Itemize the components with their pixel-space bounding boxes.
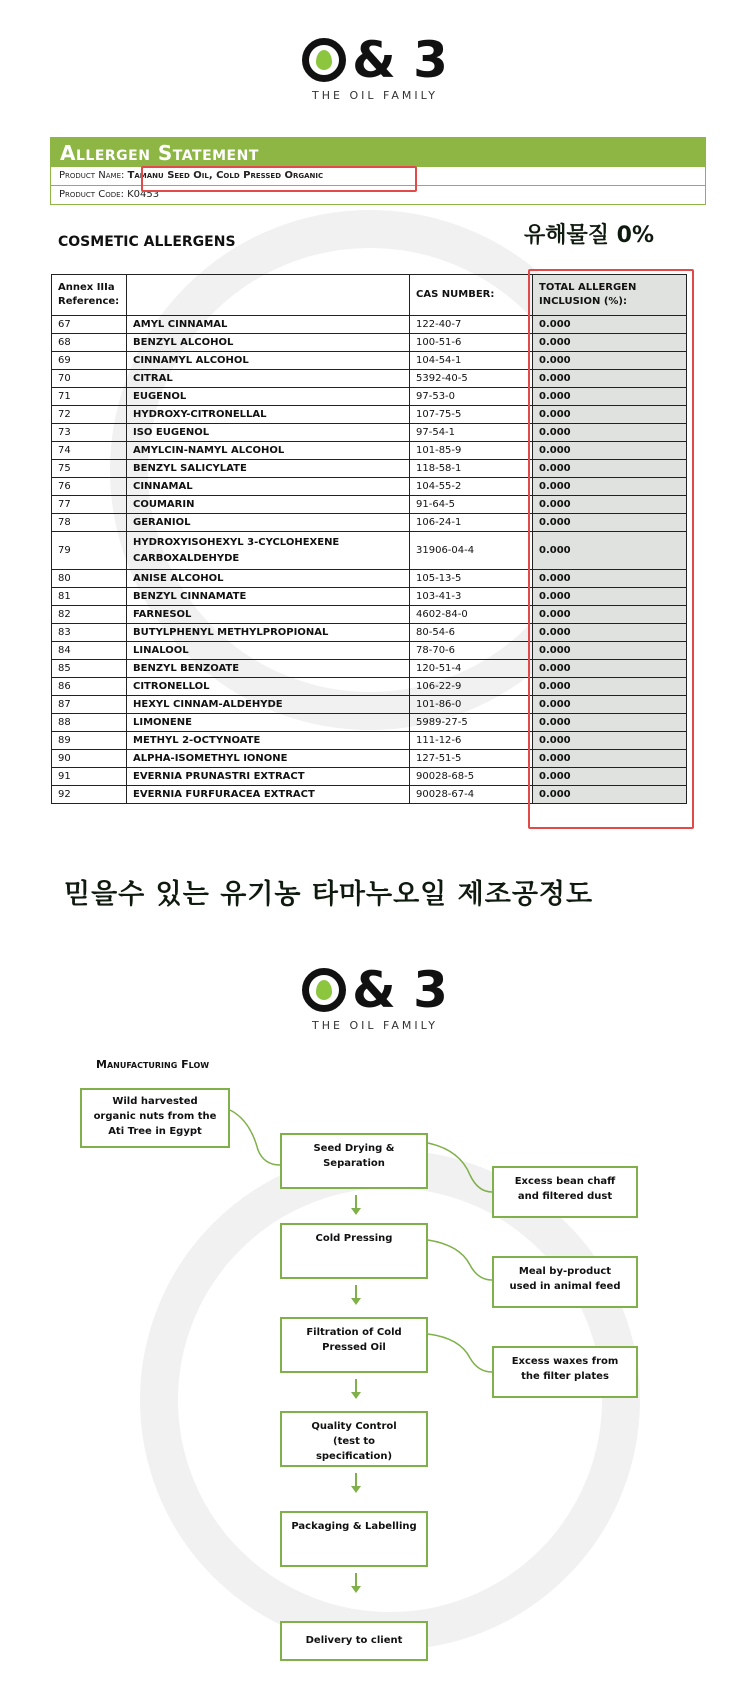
allergen-name-cell: LINALOOL	[127, 642, 410, 660]
inclusion-cell: 0.000	[533, 424, 687, 442]
allergen-name-cell: ALPHA-ISOMETHYL IONONE	[127, 750, 410, 768]
cas-number-cell: 97-54-1	[410, 424, 533, 442]
flow-byproduct-2: Meal by-product used in animal feed	[492, 1256, 638, 1308]
allergen-name-cell: BENZYL ALCOHOL	[127, 334, 410, 352]
product-name-label: Product Name:	[59, 170, 128, 181]
allergen-name-cell: METHYL 2-OCTYNOATE	[127, 732, 410, 750]
inclusion-cell: 0.000	[533, 678, 687, 696]
inclusion-cell: 0.000	[533, 588, 687, 606]
logo-text: & 3	[352, 31, 448, 89]
reference-cell: 79	[52, 532, 127, 570]
reference-cell: 82	[52, 606, 127, 624]
inclusion-cell: 0.000	[533, 768, 687, 786]
reference-cell: 87	[52, 696, 127, 714]
allergen-name-cell: EVERNIA PRUNASTRI EXTRACT	[127, 768, 410, 786]
reference-cell: 73	[52, 424, 127, 442]
allergen-name-cell: ANISE ALCOHOL	[127, 570, 410, 588]
allergen-name-cell: HEXYL CINNAM-ALDEHYDE	[127, 696, 410, 714]
logo-subtitle: THE OIL FAMILY	[312, 89, 438, 102]
cas-number-cell: 118-58-1	[410, 460, 533, 478]
cas-number-cell: 104-54-1	[410, 352, 533, 370]
flow-arrow-2	[355, 1285, 357, 1299]
reference-cell: 70	[52, 370, 127, 388]
reference-cell: 80	[52, 570, 127, 588]
allergen-name-cell: BENZYL BENZOATE	[127, 660, 410, 678]
product-name-value: Tamanu Seed Oil, Cold Pressed Organic	[127, 170, 324, 181]
cas-number-cell: 122-40-7	[410, 316, 533, 334]
flow-arrow-4	[355, 1473, 357, 1487]
section-title: COSMETIC ALLERGENS	[58, 234, 236, 250]
inclusion-cell: 0.000	[533, 696, 687, 714]
inclusion-cell: 0.000	[533, 496, 687, 514]
cas-number-cell: 31906-04-4	[410, 532, 533, 570]
reference-cell: 86	[52, 678, 127, 696]
cas-number-cell: 106-24-1	[410, 514, 533, 532]
table-header-cell: TOTAL ALLERGEN INCLUSION (%):	[533, 275, 687, 316]
inclusion-cell: 0.000	[533, 388, 687, 406]
cas-number-cell: 103-41-3	[410, 588, 533, 606]
cas-number-cell: 111-12-6	[410, 732, 533, 750]
reference-cell: 83	[52, 624, 127, 642]
inclusion-cell: 0.000	[533, 660, 687, 678]
cas-number-cell: 91-64-5	[410, 496, 533, 514]
reference-cell: 90	[52, 750, 127, 768]
inclusion-cell: 0.000	[533, 352, 687, 370]
reference-cell: 88	[52, 714, 127, 732]
cas-number-cell: 90028-68-5	[410, 768, 533, 786]
cas-number-cell: 104-55-2	[410, 478, 533, 496]
allergen-name-cell: CINNAMAL	[127, 478, 410, 496]
flow-step-2: Cold Pressing	[280, 1223, 428, 1279]
flow-step-3: Filtration of Cold Pressed Oil	[280, 1317, 428, 1373]
allergen-name-cell: CINNAMYL ALCOHOL	[127, 352, 410, 370]
inclusion-cell: 0.000	[533, 714, 687, 732]
cas-number-cell: 106-22-9	[410, 678, 533, 696]
allergen-name-cell: AMYL CINNAMAL	[127, 316, 410, 334]
reference-cell: 71	[52, 388, 127, 406]
allergen-name-cell: FARNESOL	[127, 606, 410, 624]
allergen-name-cell: HYDROXYISOHEXYL 3-CYCLOHEXENE CARBOXALDEHYDE	[127, 532, 410, 570]
inclusion-cell: 0.000	[533, 406, 687, 424]
flow-step-1: Seed Drying & Separation	[280, 1133, 428, 1189]
logo-text: & 3	[352, 961, 448, 1019]
reference-cell: 76	[52, 478, 127, 496]
cas-number-cell: 78-70-6	[410, 642, 533, 660]
flow-source-box: Wild harvested organic nuts from the Ati Tree in Egypt	[80, 1088, 230, 1148]
allergen-name-cell: CITRAL	[127, 370, 410, 388]
flow-arrow-1	[355, 1195, 357, 1209]
allergen-name-cell: AMYLCIN-NAMYL ALCOHOL	[127, 442, 410, 460]
flow-step-5: Packaging & Labelling	[280, 1511, 428, 1567]
cas-number-cell: 127-51-5	[410, 750, 533, 768]
flow-byproduct-3: Excess waxes from the filter plates	[492, 1346, 638, 1398]
table-header-cell: Annex IIIa Reference:	[52, 275, 127, 316]
reference-cell: 69	[52, 352, 127, 370]
reference-cell: 68	[52, 334, 127, 352]
allergen-name-cell: BENZYL SALICYLATE	[127, 460, 410, 478]
cas-number-cell: 80-54-6	[410, 624, 533, 642]
reference-cell: 77	[52, 496, 127, 514]
inclusion-cell: 0.000	[533, 750, 687, 768]
cas-number-cell: 107-75-5	[410, 406, 533, 424]
allergen-name-cell: HYDROXY-CITRONELLAL	[127, 406, 410, 424]
allergen-name-cell: ISO EUGENOL	[127, 424, 410, 442]
allergen-name-cell: BUTYLPHENYL METHYLPROPIONAL	[127, 624, 410, 642]
reference-cell: 91	[52, 768, 127, 786]
allergen-name-cell: CITRONELLOL	[127, 678, 410, 696]
cas-number-cell: 90028-67-4	[410, 786, 533, 804]
statement-title: Allergen Statement	[50, 137, 706, 167]
table-header-cell: CAS NUMBER:	[410, 275, 533, 316]
reference-cell: 89	[52, 732, 127, 750]
inclusion-cell: 0.000	[533, 570, 687, 588]
cas-number-cell: 101-86-0	[410, 696, 533, 714]
inclusion-cell: 0.000	[533, 624, 687, 642]
allergen-name-cell: LIMONENE	[127, 714, 410, 732]
cas-number-cell: 5989-27-5	[410, 714, 533, 732]
inclusion-cell: 0.000	[533, 606, 687, 624]
allergen-name-cell: EVERNIA FURFURACEA EXTRACT	[127, 786, 410, 804]
cas-number-cell: 97-53-0	[410, 388, 533, 406]
cas-number-cell: 105-13-5	[410, 570, 533, 588]
flow-title: Manufacturing Flow	[96, 1058, 210, 1071]
inclusion-cell: 0.000	[533, 532, 687, 570]
reference-cell: 72	[52, 406, 127, 424]
inclusion-cell: 0.000	[533, 442, 687, 460]
cas-number-cell: 120-51-4	[410, 660, 533, 678]
reference-cell: 92	[52, 786, 127, 804]
reference-cell: 85	[52, 660, 127, 678]
cas-number-cell: 4602-84-0	[410, 606, 533, 624]
inclusion-cell: 0.000	[533, 316, 687, 334]
flow-arrow-3	[355, 1379, 357, 1393]
korean-process-heading: 믿을수 있는 유기농 타마누오일 제조공정도	[64, 879, 594, 910]
cas-number-cell: 5392-40-5	[410, 370, 533, 388]
reference-cell: 78	[52, 514, 127, 532]
flow-arrow-5	[355, 1573, 357, 1587]
flow-byproduct-1: Excess bean chaff and filtered dust	[492, 1166, 638, 1218]
allergen-name-cell: GERANIOL	[127, 514, 410, 532]
reference-cell: 67	[52, 316, 127, 334]
allergen-name-cell: COUMARIN	[127, 496, 410, 514]
inclusion-cell: 0.000	[533, 514, 687, 532]
korean-zero-label: 유해물질 0%	[524, 223, 655, 248]
cas-number-cell: 101-85-9	[410, 442, 533, 460]
inclusion-cell: 0.000	[533, 370, 687, 388]
inclusion-cell: 0.000	[533, 460, 687, 478]
allergen-name-cell: EUGENOL	[127, 388, 410, 406]
reference-cell: 75	[52, 460, 127, 478]
inclusion-cell: 0.000	[533, 786, 687, 804]
reference-cell: 81	[52, 588, 127, 606]
allergen-name-cell: BENZYL CINNAMATE	[127, 588, 410, 606]
reference-cell: 74	[52, 442, 127, 460]
cas-number-cell: 100-51-6	[410, 334, 533, 352]
inclusion-cell: 0.000	[533, 478, 687, 496]
inclusion-cell: 0.000	[533, 334, 687, 352]
product-code-row: Product Code: K0453	[50, 186, 706, 205]
inclusion-cell: 0.000	[533, 732, 687, 750]
reference-cell: 84	[52, 642, 127, 660]
flow-step-6: Delivery to client	[280, 1621, 428, 1661]
flow-step-4: Quality Control (test to specification)	[280, 1411, 428, 1467]
inclusion-cell: 0.000	[533, 642, 687, 660]
logo-subtitle: THE OIL FAMILY	[312, 1019, 438, 1032]
